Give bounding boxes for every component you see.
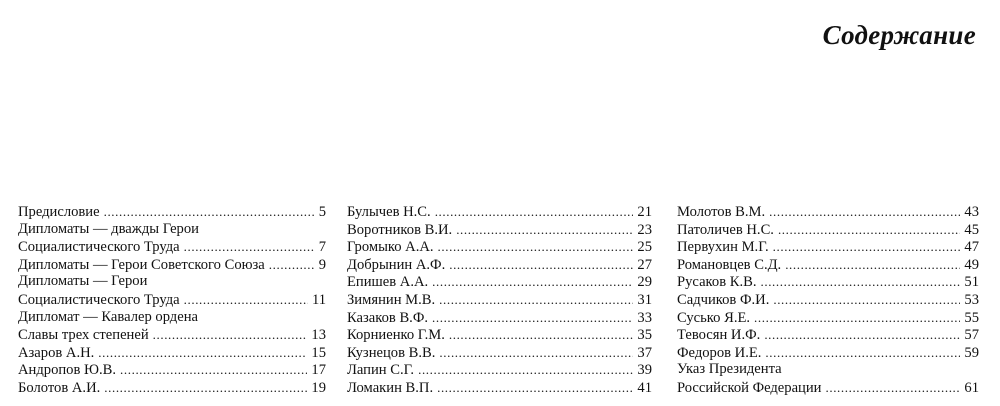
toc-entry [677,256,979,274]
toc-entry-page: 31 [637,291,652,308]
toc-entry [677,273,979,291]
dot-leader [826,379,961,397]
toc-entry-page: 9 [318,256,326,273]
toc-entry-label: Добрынин А.Ф. [347,256,446,273]
toc-entry [347,256,652,274]
dot-leader [104,203,315,221]
dot-leader [449,256,633,274]
toc-entry-label: Федоров И.Е. [677,344,762,361]
toc-column-1 [18,203,326,397]
toc-entry-label: Зимянин М.В. [347,291,436,308]
toc-entry-label: Епишев А.А. [347,274,429,291]
toc-entry-page: 7 [318,239,326,256]
toc-entry-page: 23 [637,221,652,238]
toc-entry [18,256,326,274]
toc-entry [347,309,652,327]
toc-entry-page: 49 [964,256,979,273]
toc-entry-page: 43 [964,204,979,220]
toc-entry-page: 51 [964,274,979,291]
toc-entry [18,273,326,291]
toc-entry [677,238,979,256]
toc-entry [347,291,652,309]
dot-leader [269,256,315,274]
toc-entry [18,379,326,397]
dot-leader [98,344,307,362]
dot-leader [432,273,633,291]
toc-entry-page: 41 [637,379,652,396]
toc-entry-label: Дипломаты — дважды Герои [18,220,199,237]
toc-entry [677,344,979,362]
toc-entry-page: 11 [311,291,326,308]
dot-leader [778,221,960,239]
toc-entry-label: Громыко А.А. [347,239,434,256]
toc-entry-label: Российской Федерации [677,379,822,396]
dot-leader [439,291,633,309]
toc-entry [18,309,326,327]
toc-entry-page: 45 [964,221,979,238]
toc-entry-label: Болотов А.И. [18,379,101,396]
toc-entry-label: Славы трех степеней [18,327,149,344]
toc-entry-label: Первухин М.Г. [677,239,769,256]
toc-entry [18,344,326,362]
toc-entry-page: 35 [637,327,652,344]
toc-entry [677,221,979,239]
dot-leader [184,291,308,309]
toc-entry [18,291,326,309]
toc-entry [347,221,652,239]
toc-entry-label: Андропов Ю.В. [18,362,117,379]
dot-leader [773,291,960,309]
toc-entry-page: 33 [637,309,652,326]
toc-entry-page: 57 [964,327,979,344]
toc-entry-label: Корниенко Г.М. [347,327,445,344]
dot-leader [184,238,315,256]
toc-entry-page: 19 [311,379,326,396]
page-title: Содержание [822,20,976,50]
toc-entry-page: 59 [964,344,979,361]
toc-entry [18,203,326,221]
toc-entry-page: 21 [637,204,652,220]
toc-column-2 [347,203,652,397]
toc-entry-label: Кузнецов В.В. [347,344,436,361]
dot-leader [153,326,308,344]
toc-entry [347,273,652,291]
dot-leader [754,309,960,327]
toc-entry-label: Казаков В.Ф. [347,309,429,326]
toc-entry-page: 47 [964,239,979,256]
toc-entry-label: Дипломат — Кавалер ордена [18,308,198,325]
toc-entry [677,203,979,221]
dot-leader [765,344,960,362]
toc-entry-label: Дипломаты — Герои [18,273,148,290]
dot-leader [769,203,960,221]
toc-entry-page: 37 [637,344,652,361]
dot-leader [432,309,633,327]
toc-entry [347,361,652,379]
toc-entry-label: Сусько Я.Е. [677,309,751,326]
toc-entry [347,326,652,344]
toc-entry [347,238,652,256]
toc-entry-page: 29 [637,274,652,291]
dot-leader [439,344,633,362]
toc-entry [18,326,326,344]
dot-leader [761,273,961,291]
toc-entry-page: 25 [637,239,652,256]
toc-entry [18,361,326,379]
toc-entry [677,309,979,327]
toc-entry [347,203,652,221]
toc-entry-page: 13 [311,327,326,344]
dot-leader [104,379,307,397]
dot-leader [773,238,961,256]
toc-entry [677,291,979,309]
dot-leader [449,326,634,344]
dot-leader [418,361,633,379]
toc-entry-label: Садчиков Ф.И. [677,291,770,308]
toc-entry-label: Социалистического Труда [18,291,180,308]
toc-entry [677,326,979,344]
dot-leader [785,256,960,274]
toc-entry-label: Патоличев Н.С. [677,221,774,238]
toc-entry [18,221,326,239]
toc-entry-page: 39 [637,362,652,379]
toc-entry-label: Тевосян И.Ф. [677,327,761,344]
dot-leader [764,326,960,344]
toc-entry [347,344,652,362]
toc-entry [677,361,979,379]
toc-entry-page: 55 [964,309,979,326]
toc-entry-page: 5 [318,204,326,220]
toc-entry-label: Указ Президента [677,361,782,378]
dot-leader [437,379,633,397]
toc-entry-label: Воротников В.И. [347,221,453,238]
toc-entry-label: Социалистического Труда [18,239,180,256]
toc-entry [347,379,652,397]
toc-entry-label: Молотов В.М. [677,204,766,220]
toc-entry-page: 61 [964,379,979,396]
toc-entry-label: Азаров А.Н. [18,344,95,361]
toc-entry-label: Булычев Н.С. [347,204,431,220]
toc-entry-label: Лапин С.Г. [347,362,415,379]
toc-entry-label: Дипломаты — Герои Советского Союза [18,256,265,273]
toc-entry-label: Романовцев С.Д. [677,256,782,273]
toc-column-3 [677,203,979,397]
toc-entry [18,238,326,256]
dot-leader [435,203,634,221]
dot-leader [456,221,633,239]
toc-entry [677,379,979,397]
toc-entry-label: Ломакин В.П. [347,379,434,396]
toc-entry-page: 53 [964,291,979,308]
toc-entry-page: 15 [311,344,326,361]
toc-entry-page: 27 [637,256,652,273]
dot-leader [120,361,307,379]
dot-leader [438,238,634,256]
toc-entry-label: Русаков К.В. [677,274,757,291]
toc-entry-page: 17 [311,362,326,379]
toc-entry-label: Предисловие [18,204,100,220]
